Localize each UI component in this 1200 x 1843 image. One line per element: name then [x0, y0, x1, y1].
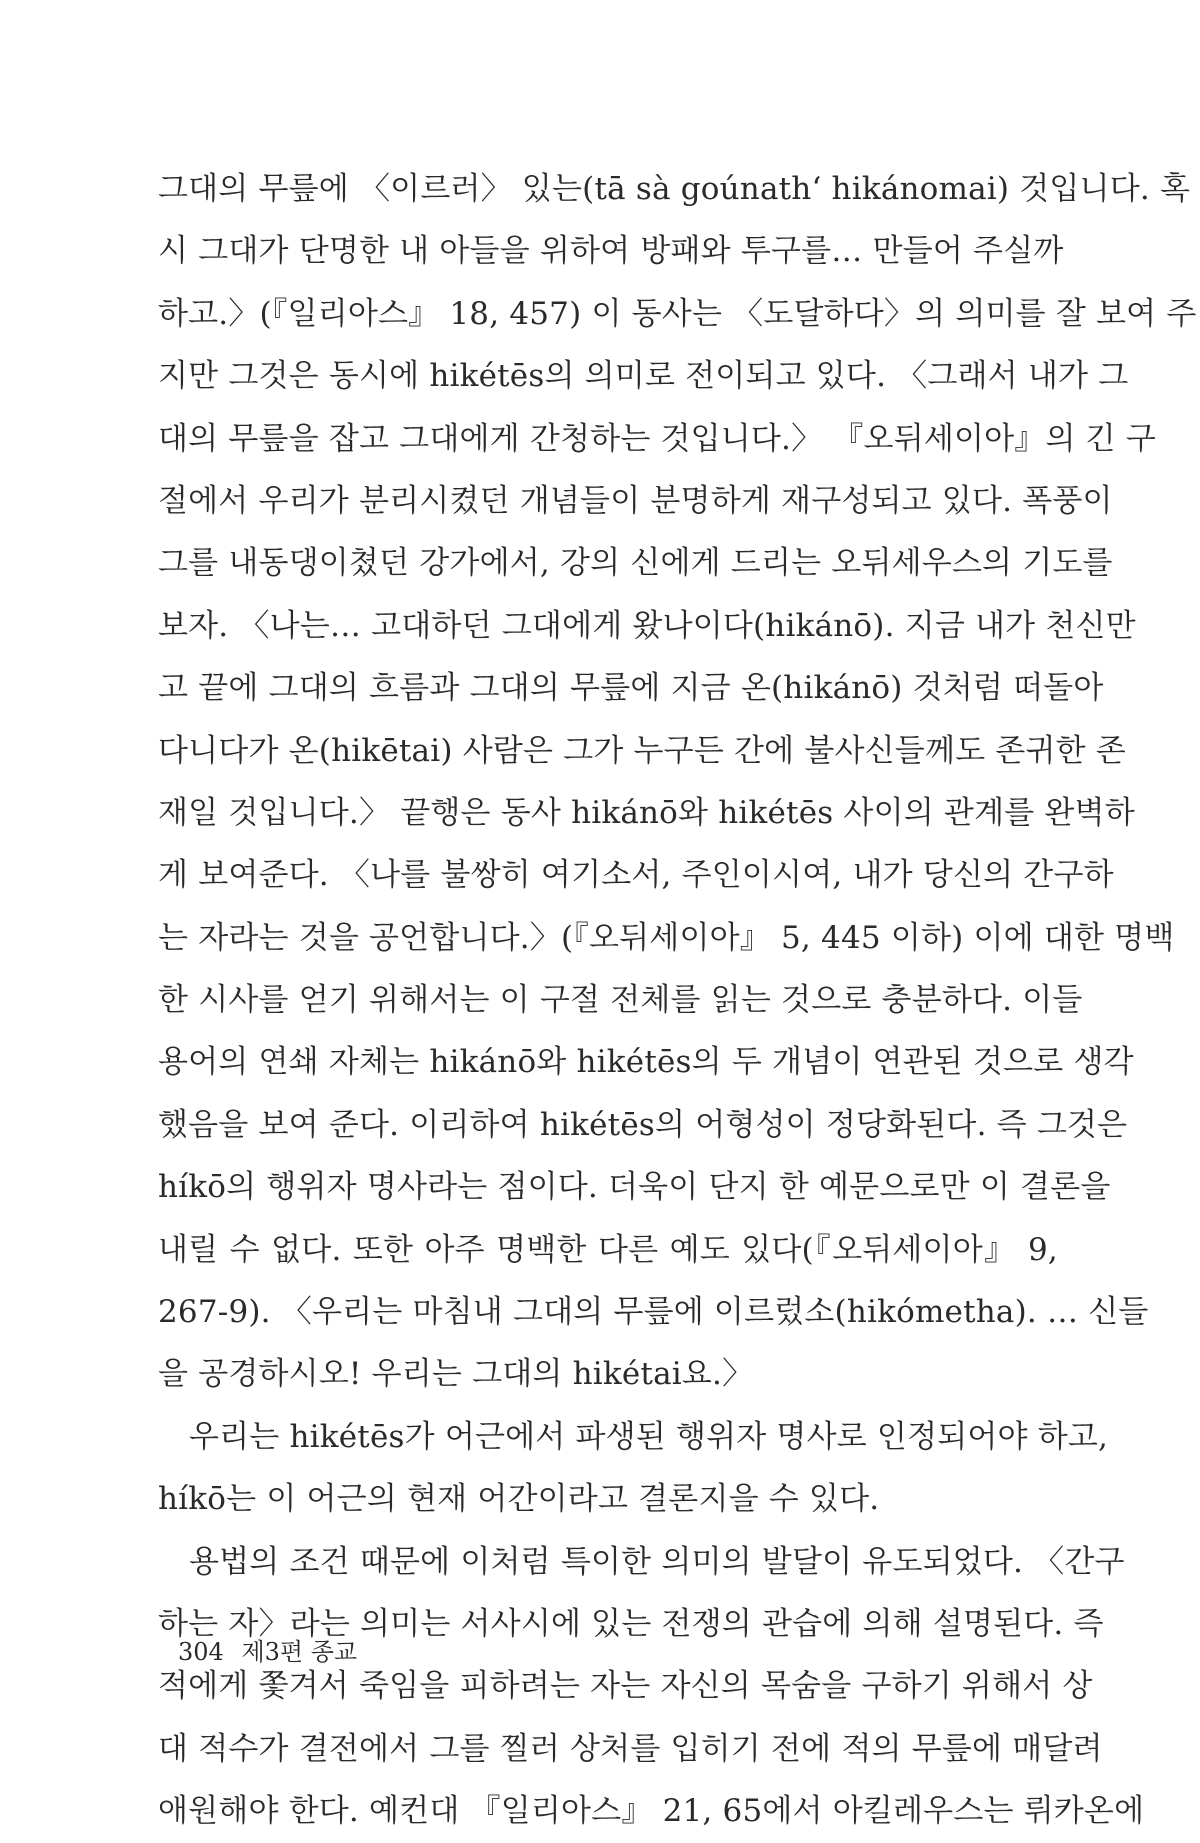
text-line: 절에서 우리가 분리시켰던 개념들이 분명하게 재구성되고 있다. 폭풍이: [158, 482, 1113, 519]
text-line: 게 보여준다. 〈나를 불쌍히 여기소서, 주인이시여, 내가 당신의 간구하: [158, 857, 1114, 894]
text-line: 애원해야 한다. 예컨대 『일리아스』 21, 65에서 아킬레우스는 뤼카온에: [158, 1793, 1145, 1830]
text-line: 을 공경하시오! 우리는 그대의 hikétai요.〉: [158, 1356, 754, 1393]
text-line: 지만 그것은 동시에 hikétēs의 의미로 전이되고 있다. 〈그래서 내가 그: [158, 358, 1129, 395]
text-line: 재일 것입니다.〉 끝행은 동사 hikánō와 hikétēs 사이의 관계를 완벽하: [158, 794, 1135, 831]
text-line: 다니다가 온(hikētai) 사람은 그가 누구든 간에 불사신들께도 존귀한 존: [158, 732, 1126, 769]
text-line: 대의 무릎을 잡고 그대에게 간청하는 것입니다.〉 『오뒤세이아』의 긴 구: [158, 420, 1157, 457]
body-text: [158, 158, 1197, 1843]
text-line: 는 자라는 것을 공언합니다.〉(『오뒤세이아』 5, 445 이하) 이에 대한 명백: [158, 919, 1175, 956]
text-line: 대 적수가 결전에서 그를 찔러 상처를 입히기 전에 적의 무릎에 매달려: [158, 1730, 1103, 1767]
text-line: 용어의 연쇄 자체는 hikánō와 hikétēs의 두 개념이 연관된 것으로 생각: [158, 1044, 1134, 1081]
text-line: 하는 자〉라는 의미는 서사시에 있는 전쟁의 관습에 의해 설명된다. 즉: [158, 1605, 1104, 1642]
text-line: 그대의 무릎에 〈이르러〉 있는(tā sà goúnath‘ hikánomai) 것입니다. 혹: [158, 171, 1191, 207]
text-line: 그를 내동댕이쳤던 강가에서, 강의 신에게 드리는 오뒤세우스의 기도를: [158, 545, 1113, 582]
text-line: 하고.〉(『일리아스』 18, 457) 이 동사는 〈도달하다〉의 의미를 잘 보여 주: [158, 295, 1197, 332]
text-line: híkō의 행위자 명사라는 점이다. 더욱이 단지 한 예문으로만 이 결론을: [158, 1169, 1111, 1206]
text-line: 고 끝에 그대의 흐름과 그대의 무릎에 지금 온(hikánō) 것처럼 떠돌아: [158, 670, 1104, 707]
text-line: 시 그대가 단명한 내 아들을 위하여 방패와 투구를… 만들어 주실까: [158, 233, 1064, 270]
text-line: 267-9). 〈우리는 마침내 그대의 무릎에 이르렀소(hikómetha). … 신들: [158, 1294, 1149, 1331]
page-footer: [178, 1632, 357, 1667]
text-line: 했음을 보여 준다. 이리하여 hikétēs의 어형성이 정당화된다. 즉 그것은: [158, 1106, 1128, 1143]
text-line: híkō는 이 어근의 현재 어간이라고 결론지을 수 있다.: [158, 1481, 880, 1518]
text-line: 용법의 조건 때문에 이처럼 특이한 의미의 발달이 유도되었다. 〈간구: [189, 1543, 1125, 1580]
text-line: 적에게 쫓겨서 죽임을 피하려는 자는 자신의 목숨을 구하기 위해서 상: [158, 1668, 1093, 1705]
text-line: 내릴 수 없다. 또한 아주 명백한 다른 예도 있다(『오뒤세이아』 9,: [158, 1231, 1058, 1268]
text-line: 보자. 〈나는… 고대하던 그대에게 왔나이다(hikánō). 지금 내가 천신만: [158, 607, 1136, 644]
page-number: 304: [178, 1638, 224, 1666]
text-line: 우리는 hikétēs가 어근에서 파생된 행위자 명사로 인정되어야 하고,: [189, 1418, 1109, 1455]
section-title: 제3편 종교: [241, 1638, 358, 1666]
text-line: 한 시사를 얻기 위해서는 이 구절 전체를 읽는 것으로 충분하다. 이들: [158, 982, 1083, 1019]
